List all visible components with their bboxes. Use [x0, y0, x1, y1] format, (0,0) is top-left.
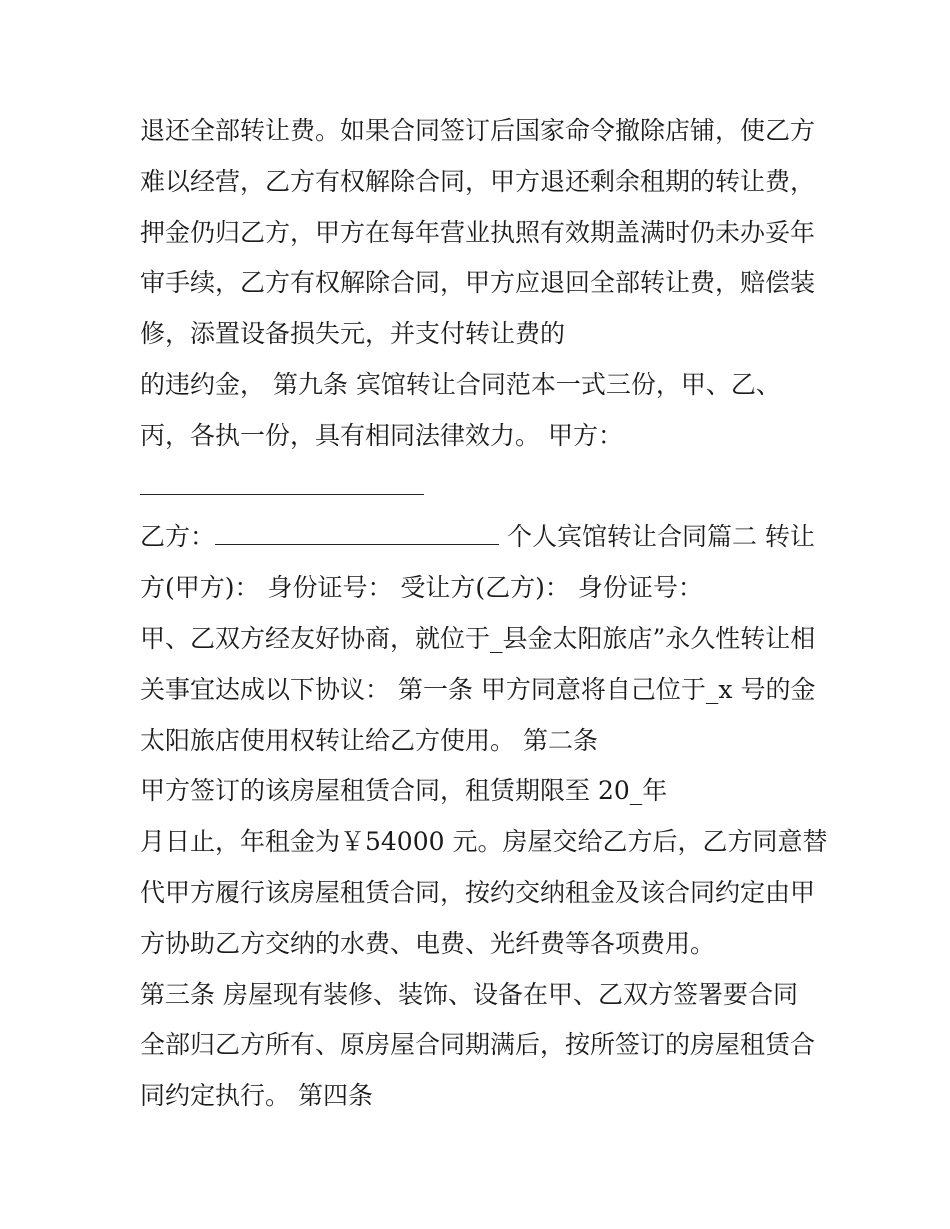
- text-line: 退还全部转让费。如果合同签订后国家命令撤除店铺，使乙方: [140, 116, 816, 145]
- text-line: 关事宜达成以下协议： 第一条 甲方同意将自己位于_x 号的金: [140, 674, 816, 704]
- text-line: 丙，各执一份，具有相同法律效力。 甲方：: [140, 420, 623, 450]
- text-segment: 个人宾馆转让合同篇二 转让: [499, 522, 815, 552]
- text-line: 月日止，年租金为￥54000 元。房屋交给乙方后，乙方同意替: [140, 827, 828, 857]
- party-b-line: [140, 512, 830, 563]
- text-line: 全部归乙方所有、原房屋合同期满后，按所签订的房屋租赁合: [140, 1030, 816, 1060]
- contract-body: [140, 106, 830, 1122]
- text-line: 同约定执行。 第四条: [140, 1081, 373, 1111]
- signature-blank: [215, 520, 499, 545]
- text-line: 第三条 房屋现有装修、装饰、设备在甲、乙双方签署要合同: [140, 979, 798, 1009]
- text-line: 审手续，乙方有权解除合同，甲方应退回全部转让费，赔偿装: [140, 268, 816, 298]
- text-line: 的违约金， 第九条 宾馆转让合同范本一式三份，甲、乙、: [140, 369, 781, 399]
- text-line: 甲方签订的该房屋租赁合同，租赁期限至 20_年: [140, 776, 668, 806]
- text-line: 方协助乙方交纳的水费、电费、光纤费等各项费用。: [140, 928, 716, 958]
- text-line: 押金仍归乙方，甲方在每年营业执照有效期盖满时仍未办妥年: [140, 217, 816, 247]
- signature-blank: [140, 464, 424, 495]
- text-line: 代甲方履行该房屋租赁合同，按约交纳租金及该合同约定由甲: [140, 877, 816, 907]
- text-line: 修，添置设备损失元，并支付转让费的: [140, 319, 566, 349]
- text-line: 甲、乙双方经友好协商，就位于_县金太阳旅店”永久性转让相: [140, 623, 816, 653]
- party-a-signature-line: [140, 462, 830, 513]
- party-b-label: 乙方：: [140, 522, 216, 552]
- text-line: 方(甲方)： 身份证号： 受让方(乙方)： 身份证号：: [140, 573, 703, 603]
- text-line: 太阳旅店使用权转让给乙方使用。 第二条: [140, 725, 598, 755]
- text-line: 难以经营，乙方有权解除合同，甲方退还剩余租期的转让费，: [140, 166, 816, 196]
